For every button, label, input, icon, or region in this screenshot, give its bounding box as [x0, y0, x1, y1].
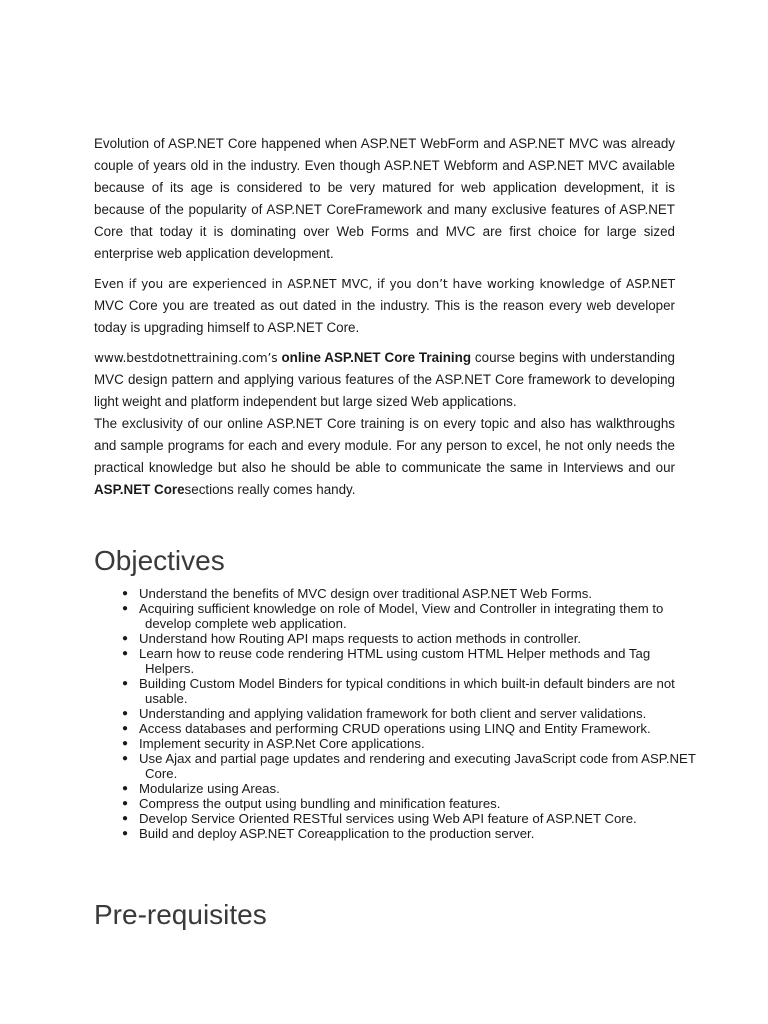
list-item: ● Modularize using Areas.	[122, 781, 280, 796]
list-item: ● Use Ajax and partial page updates and rendering and executing JavaScript code from ASP.NET Core.	[122, 751, 696, 781]
bullet-icon: ●	[122, 738, 129, 749]
bullet-icon: ●	[122, 633, 129, 644]
bullet-icon: ●	[122, 723, 129, 734]
experience-lead-text: Even if you are experienced in ASP.NET MVC, if you don’t have working knowledge of ASP.NET	[94, 277, 675, 291]
bullet-icon: ●	[122, 798, 129, 809]
list-item: ● Develop Service Oriented RESTful services using Web API feature of ASP.NET Core.	[122, 811, 637, 826]
bullet-icon: ●	[122, 753, 129, 764]
list-item: ● Access databases and performing CRUD operations using LINQ and Entity Framework.	[122, 721, 651, 736]
bullet-icon: ●	[122, 678, 129, 689]
experience-paragraph	[94, 273, 675, 339]
exclusivity-text: The exclusivity of our online ASP.NET Core training is on every topic and also has walkthroughs and sample programs for each and every module. For any person to excel, he not only needs the practical knowledge but also he should be able to communicate the same in Interviews and our	[94, 416, 675, 475]
exclusivity-paragraph	[94, 413, 675, 501]
list-item: ● Build and deploy ASP.NET Coreapplication to the production server.	[122, 826, 535, 841]
prerequisites-heading: Pre-requisites	[94, 899, 267, 930]
bullet-icon: ●	[122, 603, 129, 614]
intro-text: Evolution of ASP.NET Core happened when ASP.NET WebForm and ASP.NET MVC was already couple of years old in the industry. Even though ASP.NET Webform and ASP.NET MVC available because of its age is considered to be very matured for web application development, it is because of the popularity of ASP.NET CoreFramework and many exclusive features of ASP.NET Core that today it is dominating over Web Forms and MVC are first choice for large sized enterprise web application development.	[94, 136, 675, 261]
bullet-icon: ●	[122, 708, 129, 719]
bullet-icon: ●	[122, 828, 129, 839]
list-item: ● Acquiring sufficient knowledge on role of Model, View and Controller in integrating them to develop complete web application.	[122, 601, 664, 631]
course-paragraph	[94, 347, 675, 413]
bullet-icon: ●	[122, 648, 129, 659]
course-name-bold: online ASP.NET Core Training	[281, 350, 472, 365]
list-item: ● Building Custom Model Binders for typical conditions in which built-in default binders are not usable.	[122, 676, 675, 706]
bullet-icon: ●	[122, 588, 129, 599]
experience-rest-text: MVC Core you are treated as out dated in the industry. This is the reason every web developer today is upgrading himself to ASP.NET Core.	[94, 298, 675, 335]
list-item: ● Understand how Routing API maps requests to action methods in controller.	[122, 631, 582, 646]
asp-net-core-bold: ASP.NET Core	[94, 482, 185, 497]
objectives-heading: Objectives	[94, 545, 225, 576]
list-item: ● Compress the output using bundling and minification features.	[122, 796, 501, 811]
intro-paragraph	[94, 133, 675, 265]
list-item: ● Implement security in ASP.Net Core applications.	[122, 736, 425, 751]
list-item: ● Learn how to reuse code rendering HTML using custom HTML Helper methods and Tag Helpers.	[122, 646, 651, 676]
bullet-icon: ●	[122, 783, 129, 794]
list-item: ● Understand the benefits of MVC design over traditional ASP.NET Web Forms.	[122, 586, 592, 601]
bullet-icon: ●	[122, 813, 129, 824]
course-rest-text: course begins with understanding MVC design pattern and applying various features of the ASP.NET Core framework to developing light weight and platform independent but large sized Web applications.	[94, 350, 675, 409]
document-page	[94, 133, 696, 930]
list-item: ● Understanding and applying validation framework for both client and server validations.	[122, 706, 647, 721]
site-link-text[interactable]: www.bestdotnettraining.com’s	[94, 351, 278, 365]
exclusivity-end-text: sections really comes handy.	[184, 482, 356, 497]
objectives-list	[94, 586, 699, 841]
